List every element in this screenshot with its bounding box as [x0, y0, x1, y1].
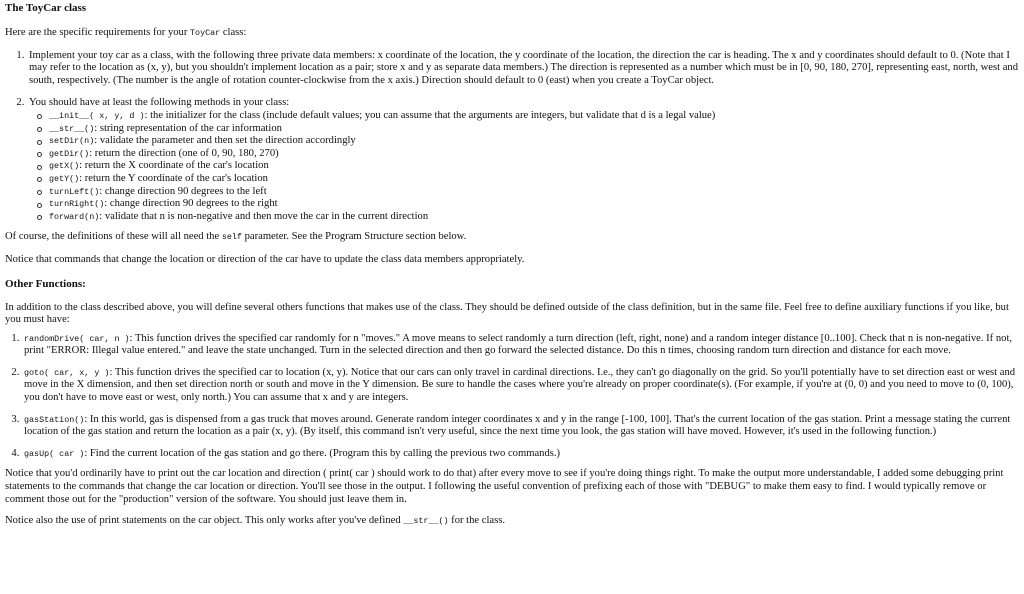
method-desc: : the initializer for the class (include default values; you can assume that the arguments are integers, but validate that d is a legal value): [144, 109, 716, 121]
requirements-list: [5, 50, 1019, 224]
notice-last-code: __str__(): [403, 516, 449, 527]
method-desc: : change direction 90 degrees to the right: [104, 198, 278, 210]
document-page: [5, 2, 1019, 528]
other-functions-heading: Other Functions:: [5, 277, 86, 290]
requirement-data-members: [27, 50, 1019, 88]
functions-list: [5, 333, 1019, 461]
self-text-end: parameter. See the Program Structure section below.: [241, 231, 467, 243]
method-desc: : return the Y coordinate of the car's location: [79, 172, 268, 184]
other-intro-paragraph: In addition to the class described above, you will define several others functions that makes use of the class. They should be defined outside of the class definition, but in the same file. Feel free to define auxiliary functions if you like, but you must have:: [5, 301, 1009, 326]
self-text: Of course, the definitions of these will all need the: [5, 231, 222, 243]
method-code: __init__( x, y, d ): [49, 110, 145, 121]
method-item: [37, 160, 1019, 173]
notice-print-paragraph: Notice that you'd ordinarily have to print out the car location and direction ( print( car ) should work to do that) after every move to see if you're doing things right. To make the output more understandable, I added some debugging print statements to the commands that change the car location or direction. You'll see those in the output. I following the useful convention of prefixing each of those with "DEBUG" to make them easy to find. I would typically remove or comment those out for the "production" version of the software. You should just leave them in.: [5, 468, 1004, 505]
method-item: [37, 198, 1019, 211]
method-code: setDir(n): [49, 136, 95, 147]
method-code: getY(): [49, 173, 80, 184]
method-desc: : change direction 90 degrees to the left: [99, 185, 267, 197]
function-code: goto( car, x, y ): [24, 367, 110, 378]
method-code: __str__(): [49, 123, 95, 134]
notice-last-paragraph: [5, 515, 1019, 528]
notice-last-text-end: for the class.: [448, 515, 505, 527]
intro-text: Here are the specific requirements for your: [5, 27, 191, 38]
self-paragraph: [5, 231, 1019, 244]
requirement-methods: [27, 97, 1019, 223]
methods-list: [29, 110, 1019, 223]
notice-paragraph: Notice that commands that change the location or direction of the car have to update the class data members appropriately.: [5, 253, 525, 265]
function-code: gasStation(): [24, 414, 85, 425]
method-item: [37, 148, 1019, 161]
intro-code: ToyCar: [190, 28, 221, 38]
function-code: gasUp( car ): [24, 448, 85, 459]
function-desc: : In this world, gas is dispensed from a gas truck that moves around. Generate random integer coordinates x and y in the range [-100, 100]. That's the current location of the gas station. Print a message stating the current location of the gas station and return the location as a pair (x, y). (By itself, this command isn't very useful, since the next time you look, the gas station will have moved. However, it's used in the following function.): [24, 413, 1011, 438]
method-desc: : string representation of the car information: [94, 122, 282, 134]
function-item: [22, 448, 1019, 461]
method-item: [37, 135, 1019, 148]
self-code: self: [221, 232, 242, 243]
method-code: turnLeft(): [49, 186, 100, 197]
notice-last-text: Notice also the use of print statements on the car object. This only works after you've defined: [5, 515, 404, 527]
intro-paragraph: [5, 27, 1019, 40]
function-desc: : Find the current location of the gas station and go there. (Program this by calling the previous two commands.): [84, 447, 561, 459]
method-code: getDir(): [49, 148, 90, 159]
requirement-text: You should have at least the following methods in your class:: [29, 97, 290, 109]
method-desc: : validate the parameter and then set the direction accordingly: [94, 135, 356, 147]
method-code: turnRight(): [49, 199, 105, 210]
method-item: [37, 186, 1019, 199]
method-item: [37, 110, 1019, 123]
function-item: [22, 414, 1019, 439]
function-desc: : This function drives the specified car to location (x, y). Notice that our cars can only travel in cardinal directions. I.e., they can't go diagonally on the grid. So you'll potentially have to set direction east or west and move in the X dimension, and then set direction north or south and move in the Y dimension. Be sure to handle the cases where you're already on proper coordinate(s). (For example, if you're at (0, 0) and you need to move to (0, 100), you don't have to move east or west, only north.) You can assume that x and y are integers.: [24, 366, 1016, 404]
page-title: The ToyCar class: [5, 2, 87, 14]
method-item: [37, 211, 1019, 224]
method-item: [37, 173, 1019, 186]
method-code: getX(): [49, 161, 80, 172]
function-item: [22, 367, 1019, 405]
method-code: forward(n): [49, 211, 100, 222]
method-item: [37, 123, 1019, 136]
function-code: randomDrive( car, n ): [24, 333, 130, 344]
method-desc: : validate that n is non-negative and then move the car in the current direction: [99, 210, 429, 222]
function-desc: : This function drives the specified car randomly for n "moves." A move means to select randomly a turn direction (left, right, none) and a random integer distance [0..100]. Check that n is non-negative. If not, print "ERROR: Illegal value entered." and leave the state unchanged. Turn in the selected direction and then go forward the selected distance. Do this n times, choosing random turn direction and distance for each move.: [24, 332, 1013, 357]
requirement-text: Implement your toy car as a class, with the following three private data members: x coordinate of the location, the y coordinate of the location, the direction the car is heading. The x and y coordinates should default to 0. (Note that I may refer to the location as (x, y), but you shouldn't implement location as a pair; store x and y as separate data members.) The direction is represented as a number which must be in [0, 90, 180, 270], representing east, north, west and south, respectively. (The number is the angle of rotation counter-clockwise from the x axis.) Direction should default to 0 (east) when you create a ToyCar object.: [29, 49, 1019, 86]
method-desc: : return the direction (one of 0, 90, 180, 270): [89, 147, 279, 159]
function-item: [22, 333, 1019, 358]
intro-text-end: class:: [220, 27, 247, 38]
method-desc: : return the X coordinate of the car's location: [79, 160, 269, 172]
